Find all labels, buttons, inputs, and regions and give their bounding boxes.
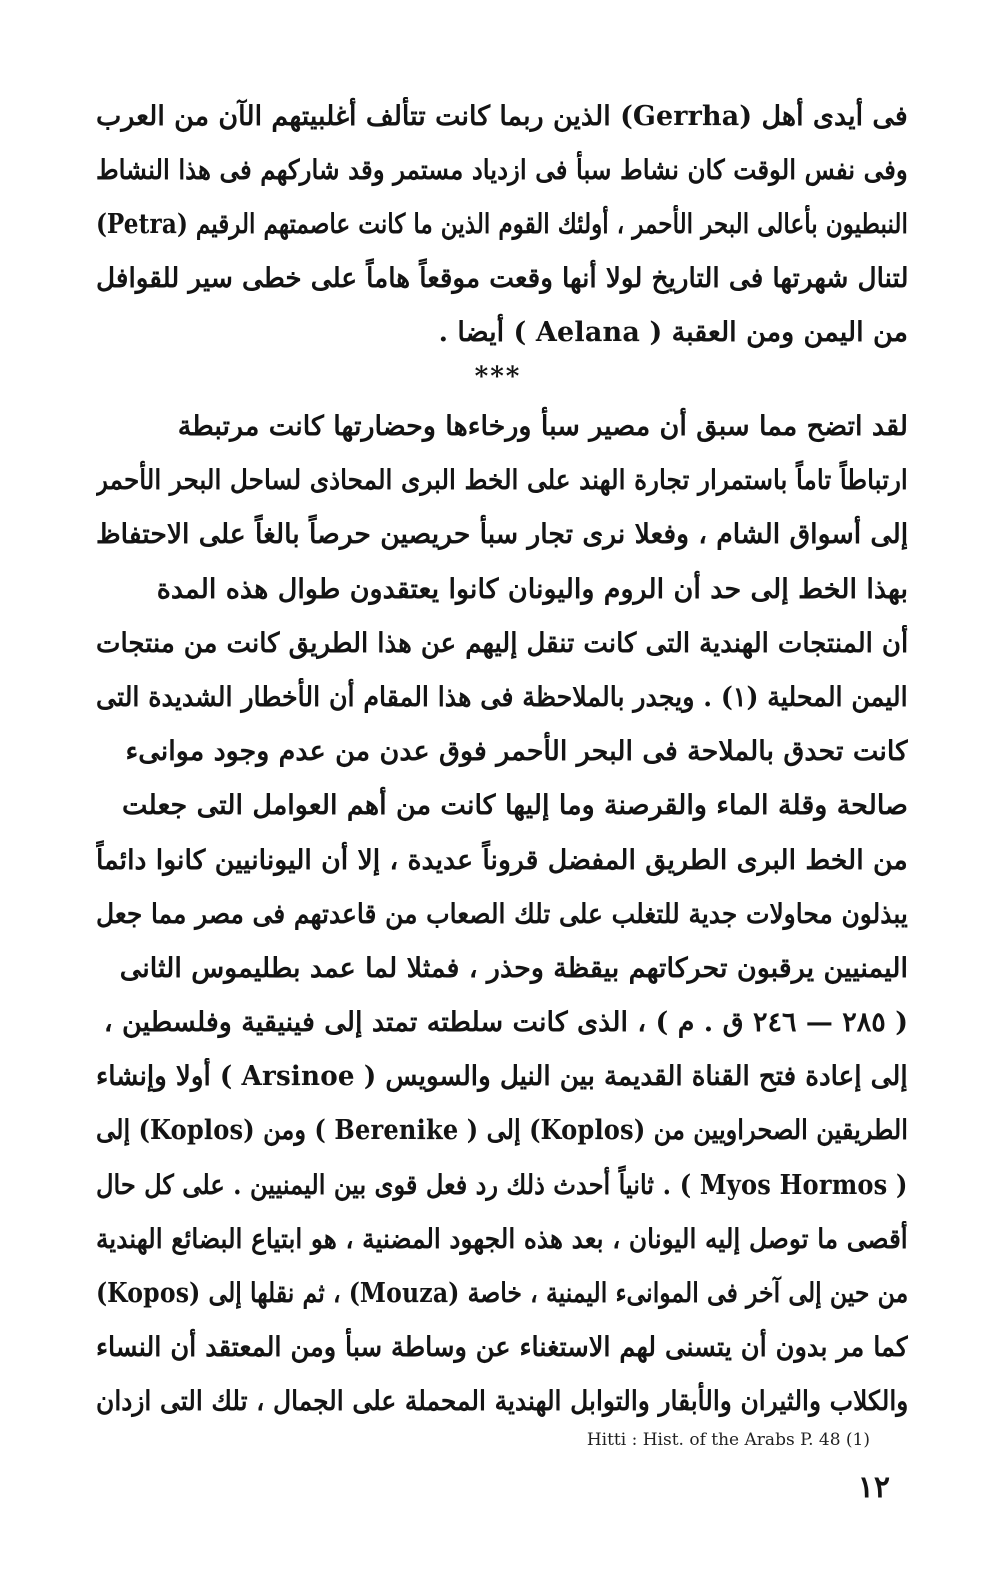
text-line: كانت تحدق بالملاحة فى البحر الأحمر فوق عدن من عدم وجود موانىء [125,736,908,768]
text-line: والكلاب والثيران والأبقار والتوابل الهندية المحملة على الجمال ، تلك التى ازدان [96,1386,908,1418]
text-line: إلى إعادة فتح القناة القديمة بين النيل والسويس ( Arsinoe ) أولا وإنشاء [96,1061,908,1093]
text-line: من اليمن ومن العقبة ( Aelana ) أيضا . [438,317,908,348]
text-line: اليمن المحلية (١) . ويجدر بالملاحظة فى هذا المقام أن الأخطار الشديدة التى [96,681,908,713]
text-line: ارتباطاً تاماً باستمرار تجارة الهند على الخط البرى المحاذى لساحل البحر الأحمر [96,465,908,497]
text-line: لتنال شهرتها فى التاريخ لولا أنها وقعت موقعاً هاماً على خطى سير للقوافل [96,263,908,294]
section-separator: *** [474,362,522,392]
text-line: بهذا الخط إلى حد أن الروم واليونان كانوا يعتقدون طوال هذه المدة [156,573,908,605]
text-line: صالحة وقلة الماء والقرصنة وما إليها كانت من أهم العوامل التى جعلت [122,790,908,822]
text-line: أن المنتجات الهندية التى كانت تنقل إليهم عن هذا الطريق كانت من منتجات [96,627,908,659]
text-line: يبذلون محاولات جدية للتغلب على تلك الصعاب من قاعدتهم فى مصر مما جعل [96,898,908,930]
text-line: إلى أسواق الشام ، وفعلا نرى تجار سبأ حريصين حرصاً بالغاً على الاحتفاظ [96,519,908,551]
footnote: Hitti : Hist. of the Arabs P. 48 (1) [586,1430,870,1450]
text-line: الطريقين الصحراويين من (Koplos) إلى ( Berenike ) ومن (Koplos) إلى [96,1115,908,1147]
text-line: وفى نفس الوقت كان نشاط سبأ فى ازدياد مستمر وقد شاركهم فى هذا النشاط [96,155,908,186]
text-line: ( ٢٨٥ — ٢٤٦ ق . م ) ، الذى كانت سلطته تمتد إلى فينيقية وفلسطين ، [103,1007,908,1039]
text-line: ( Myos Hormos ) . ثانياً أحدث ذلك رد فعل قوى بين اليمنيين . على كل حال [96,1169,908,1201]
text-line: النبطيون بأعالى البحر الأحمر ، أولئك القوم الذين ما كانت عاصمتهم الرقيم (Petra) [96,209,908,240]
paragraph-2 [96,400,908,1430]
text-line: فى أيدى أهل (Gerrha) الذين ربما كانت تتألف أغلبيتهم الآن من العرب [96,101,908,132]
paragraph-1 [96,90,908,360]
text-line: اليمنيين يرقبون تحركاتهم بيقظة وحذر ، فمثلا لما عمد بطليموس الثانى [119,952,908,984]
text-line: من حين إلى آخر فى الموانىء اليمنية ، خاصة (Mouza) ، ثم نقلها إلى (Kopos) [96,1278,908,1309]
page-number: ١٢ [857,1470,890,1505]
text-line: من الخط البرى الطريق المفضل قروناً عديدة ، إلا أن اليونانيين كانوا دائماً [96,844,908,876]
text-line: لقد اتضح مما سبق أن مصير سبأ ورخاءها وحضارتها كانت مرتبطة [177,411,908,442]
text-line: كما مر بدون أن يتسنى لهم الاستغناء عن وساطة سبأ ومن المعتقد أن النساء [96,1332,908,1364]
text-line: أقصى ما توصل إليه اليونان ، بعد هذه الجهود المضنية ، هو ابتياع البضائع الهندية [96,1223,908,1255]
